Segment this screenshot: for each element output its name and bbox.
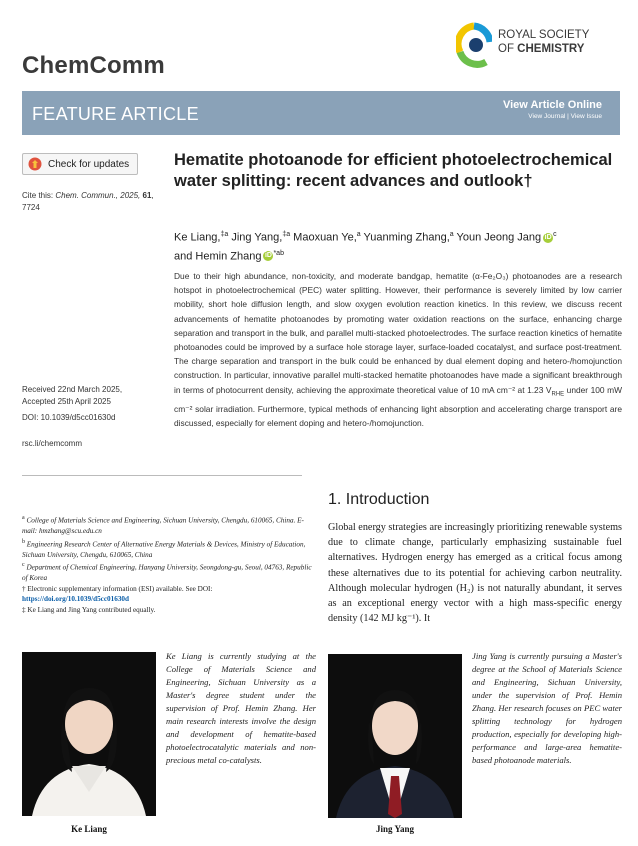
footnote-a-text: College of Materials Science and Engineering, Sichuan University, Chengdu, 610065, China. E-mail: hmzhang@scu.edu.cn (22, 516, 304, 535)
rsc-wordmark (498, 28, 589, 56)
citation (22, 190, 162, 214)
banner-links (503, 99, 602, 120)
rsc-line2 (498, 42, 589, 56)
abstract (174, 269, 622, 430)
view-article-online-link[interactable]: View Article Online (502, 99, 602, 111)
author-name[interactable]: Jing Yang, (228, 231, 283, 244)
footnote-a: $^a$ College of Materials Science and Engineering, Sichuan University, Chengdu, 610065, China. E-mail: hmzhang@scu.edu.cn (22, 515, 304, 535)
view-journal-issue-links[interactable]: View Journal | View Issue (528, 113, 602, 120)
author-list (174, 227, 614, 264)
footnote-b-text: Engineering Research Center of Alternative Energy Materials & Devices, Ministry of Education, Sichuan University, Chengdu, 610065, China (22, 539, 306, 559)
article-type-banner (22, 91, 620, 135)
caption-ke-liang: Ke Liang (71, 824, 107, 834)
footnote-esi (22, 584, 318, 605)
cite-pages: , 7724 (22, 191, 154, 212)
author-affil: c (553, 231, 557, 238)
rsc-line1: ROYAL SOCIETY (498, 29, 590, 41)
author-name[interactable]: and Hemin Zhang (174, 250, 262, 263)
bio-ke-liang: Ke Liang is currently studying at the College of Materials Science and Engineering, Sichuan University as a Master's degree student under the supervision of Prof. Hemin Zhang. Her main research interests involve the design and development of hematite-based photoelectrocatalytic materials and non-precious metal co-catalysts. (166, 651, 316, 765)
rsc-logo[interactable] (456, 22, 626, 68)
rsc-line2-prefix: OF (498, 43, 518, 55)
journal-url[interactable]: rsc.li/chemcomm (22, 439, 83, 448)
portrait-image (22, 652, 156, 816)
banner-title: FEATURE ARTICLE (32, 104, 199, 124)
cite-label: Cite this: (22, 191, 56, 200)
footnote-c: $^c$ Department of Chemical Engineering, Hanyang University, Seongdong-gu, Seoul, 04763, Republic of Korea (22, 562, 312, 583)
esi-doi-link[interactable]: https://doi.org/10.1039/d5cc01630d (22, 595, 130, 604)
author-photo-jing-yang (328, 654, 462, 818)
abstract-text: Due to their high abundance, non-toxicity, and moderate bandgap, hematite (α-Fe₂O₃) photoanodes are a research hotspot in photoelectrochemical (PEC) water splitting. However, their performance is severely limited by low carrier mobility, short hole diffusion length, and slow oxygen evolution reaction kinetics. In this review, we discuss recent advancements of hematite photoanodes by promoting water oxidation reactions on the surface, enhancing charge separation and transport in the bulk, and parallel multi-stacked photoelectrodes. The surface reaction kinetics of hematite photoanodes could be improved by a surface hole storage layer, surface-loaded cocatalyst, and surface post-treatment. The charge separation and transport in the bulk could be enhanced by dual element doping and hetero-/homojunction construction. In particular, innovative parallel multi-stacked hematite photoanodes have made a significant breakthrough in terms of photocurrent density, achieving the approximate theoretical value of 10 mA cm⁻² at 1.23 V (174, 271, 622, 395)
cite-volume: 61 (142, 191, 152, 200)
article-title: Hematite photoanode for efficient photoelectrochemical water splitting: recent advances and outlook† (174, 151, 613, 190)
divider (22, 475, 302, 476)
received-date: Received 22nd March 2025, (22, 385, 123, 394)
orcid-icon[interactable]: iD (264, 252, 272, 260)
rsc-logo-icon (456, 22, 492, 68)
portrait-image (328, 654, 462, 818)
author-name[interactable]: Maoxuan Ye, (290, 231, 357, 244)
abstract-text-end: under 100 mW cm⁻² solar irradiation. Furthermore, typical methods of enhancing light absorption and accelerating charge transport are discussed, especially for element doping and hetero-/homojunction. (174, 384, 622, 428)
accepted-date: Accepted 25th April 2025 (22, 397, 111, 406)
check-for-updates-button[interactable] (22, 153, 138, 175)
introduction-text: Global energy strategies are increasingly prioritizing renewable systems due to climate change, particularly emphasizing sustainable fuel alternatives. Hydrogen energy has emerged as a critical focus among these alternatives due to its potential for achieving carbon neutrality. Although molecular hydrogen (H₂) is not naturally abundant, it serves as an exceptional energy vector with a high mass-specific energy density (142 MJ kg⁻¹). It (328, 522, 622, 625)
author-affil: *ab (273, 249, 284, 257)
check-updates-label: Check for updates (48, 158, 130, 170)
author-name[interactable]: Youn Jeong Jang (453, 231, 542, 244)
doi[interactable]: DOI: 10.1039/d5cc01630d (22, 413, 116, 422)
orcid-icon[interactable]: iD (544, 233, 552, 241)
author-affil: a (449, 231, 454, 238)
author-affil: a (356, 231, 361, 238)
author-photo-ke-liang (22, 652, 156, 816)
section-heading-introduction: 1. Introduction (328, 491, 430, 508)
footnote-c-text: Department of Chemical Engineering, Hanyang University, Seongdong-gu, Seoul, 04763, Republic of Korea (22, 563, 312, 583)
footnote-b: $^b$ Engineering Research Center of Alternative Energy Materials & Devices, Ministry of Education, Sichuan University, Chengdu, 610065, China (22, 538, 306, 559)
caption-jing-yang: Jing Yang (376, 824, 414, 834)
footnotes (22, 513, 318, 616)
bio-jing-yang: Jing Yang is currently pursuing a Master's degree at the School of Materials Science and Engineering, Sichuan University, under the supervision of Prof. Hemin Zhang. Her research focuses on PEC water splitting technology for hydrogen production, especially for developing high-performance and large-area hematite-based photoanode materials. (472, 651, 622, 765)
check-updates-icon (28, 157, 42, 171)
author-name[interactable]: Yuanming Zhang, (360, 231, 450, 244)
author-name[interactable]: Ke Liang, (174, 231, 221, 244)
author-affil: ‡a (220, 231, 229, 238)
footnote-equal: ‡ Ke Liang and Jing Yang contributed equally. (22, 605, 156, 614)
footnote-esi-text: † Electronic supplementary information (ESI) available. See DOI: (22, 584, 213, 593)
dates (22, 384, 162, 408)
journal-title: ChemComm (22, 52, 165, 79)
cite-journal: Chem. Commun., 2025, (55, 191, 143, 200)
rsc-line2-bold: CHEMISTRY (517, 43, 585, 55)
author-affil: ‡a (282, 231, 291, 238)
abstract-subscript: RHE (551, 391, 565, 398)
